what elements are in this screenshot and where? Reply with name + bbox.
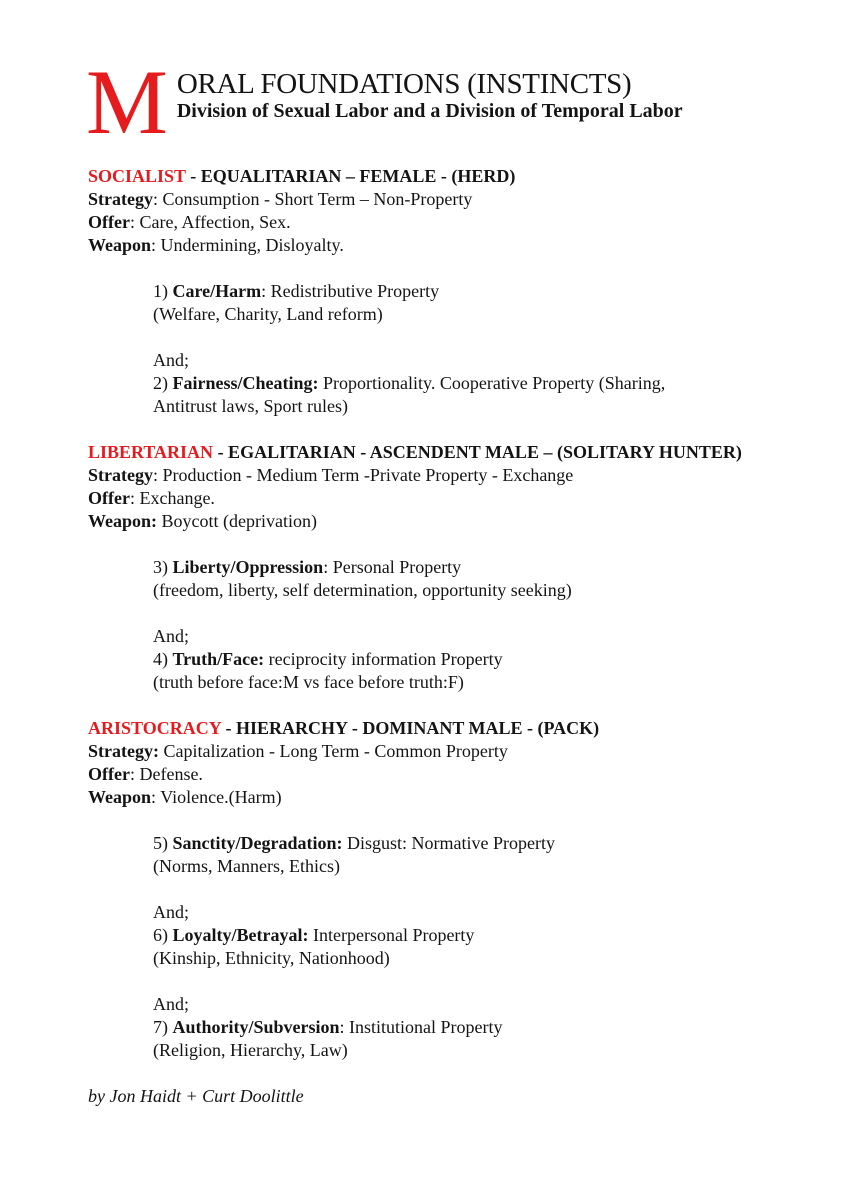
text-segment: : Care, Affection, Sex. [129, 212, 291, 232]
text-segment: Strategy: [88, 741, 159, 761]
body-lines [88, 165, 808, 1085]
text-segment: - EGALITARIAN - ASCENDENT MALE – (SOLITARY HUNTER) [213, 442, 742, 462]
item-line [88, 372, 808, 395]
text-segment: And; [153, 994, 189, 1014]
text-segment: Interpersonal Property [308, 925, 475, 945]
text-segment: Care/Harm [172, 281, 262, 301]
text-segment: Truth/Face: [172, 649, 265, 669]
item-line [88, 832, 808, 855]
and-line [88, 625, 808, 648]
text-segment: 1) [153, 281, 173, 301]
blank-line [88, 602, 808, 625]
text-segment: 6) [153, 925, 173, 945]
page-subtitle: Division of Sexual Labor and a Division of Temporal Labor [176, 100, 683, 122]
and-line [88, 349, 808, 372]
text-segment: Proportionality. Cooperative Property (Sharing, [318, 373, 666, 393]
text-segment: Weapon: [88, 511, 158, 531]
text-segment: And; [153, 626, 189, 646]
title-block [177, 69, 683, 148]
text-segment: 2) [153, 373, 173, 393]
text-segment: Capitalization - Long Term - Common Property [158, 741, 508, 761]
strategy-line [88, 464, 808, 487]
item-line [88, 648, 808, 671]
text-segment: Liberty/Oppression [172, 557, 324, 577]
weapon-line [88, 786, 808, 809]
byline: by Jon Haidt + Curt Doolittle [88, 1086, 304, 1106]
text-segment: : Undermining, Disloyalty. [151, 235, 344, 255]
item-line [88, 280, 808, 303]
text-segment: LIBERTARIAN [88, 442, 214, 462]
blank-line [88, 1062, 808, 1085]
text-segment: : Consumption - Short Term – Non-Property [152, 189, 473, 209]
text-segment: : Violence.(Harm) [151, 787, 282, 807]
weapon-line [88, 234, 808, 257]
page-title: ORAL FOUNDATIONS (INSTINCTS) [176, 68, 632, 100]
text-segment: Offer [88, 212, 130, 232]
paren-line [88, 1039, 808, 1062]
text-segment: Weapon [88, 787, 152, 807]
text-segment: (Welfare, Charity, Land reform) [153, 304, 383, 324]
dropcap-m: M [86, 51, 168, 153]
text-segment: : Production - Medium Term -Private Property - Exchange [152, 465, 574, 485]
text-segment: (freedom, liberty, self determination, opportunity seeking) [153, 580, 572, 600]
text-segment: : Redistributive Property [261, 281, 440, 301]
blank-line [88, 970, 808, 993]
text-segment: Offer [88, 488, 130, 508]
item-continuation-line [88, 395, 808, 418]
offer-line [88, 211, 808, 234]
section-heading-socialist [88, 165, 808, 188]
text-segment: (Kinship, Ethnicity, Nationhood) [153, 948, 390, 968]
text-segment: Sanctity/Degradation: [172, 833, 343, 853]
item-line [88, 924, 808, 947]
text-segment: Strategy [88, 465, 153, 485]
text-segment: (truth before face:M vs face before truth:F) [153, 672, 464, 692]
blank-line [88, 533, 808, 556]
blank-line [88, 809, 808, 832]
text-segment: - HIERARCHY - DOMINANT MALE - (PACK) [221, 718, 600, 738]
blank-line [88, 878, 808, 901]
text-segment: Offer [88, 764, 130, 784]
paren-line [88, 671, 808, 694]
blank-line [88, 326, 808, 349]
text-segment: Disgust: Normative Property [342, 833, 555, 853]
text-segment: And; [153, 350, 189, 370]
weapon-line [88, 510, 808, 533]
text-segment: Fairness/Cheating: [172, 373, 319, 393]
text-segment: Authority/Subversion [172, 1017, 340, 1037]
text-segment: : Defense. [129, 764, 203, 784]
text-segment: - EQUALITARIAN – FEMALE - (HERD) [185, 166, 516, 186]
paren-line [88, 579, 808, 602]
text-segment: Antitrust laws, Sport rules) [153, 396, 348, 416]
document-header [86, 51, 683, 153]
text-segment: 3) [153, 557, 173, 577]
item-line [88, 1016, 808, 1039]
text-segment: 5) [153, 833, 173, 853]
strategy-line [88, 740, 808, 763]
text-segment: : Personal Property [323, 557, 462, 577]
text-segment: Boycott (deprivation) [157, 511, 317, 531]
offer-line [88, 763, 808, 786]
section-heading-libertarian [88, 441, 808, 464]
paren-line [88, 303, 808, 326]
text-segment: (Norms, Manners, Ethics) [153, 856, 340, 876]
text-segment: reciprocity information Property [264, 649, 503, 669]
text-segment: Strategy [88, 189, 153, 209]
and-line [88, 901, 808, 924]
paren-line [88, 947, 808, 970]
blank-line [88, 694, 808, 717]
blank-line [88, 418, 808, 441]
offer-line [88, 487, 808, 510]
text-segment: Weapon [88, 235, 152, 255]
text-segment: : Institutional Property [339, 1017, 503, 1037]
blank-line [88, 257, 808, 280]
text-segment: : Exchange. [129, 488, 215, 508]
paren-line [88, 855, 808, 878]
text-segment: SOCIALIST [88, 166, 186, 186]
text-segment: 7) [153, 1017, 173, 1037]
text-segment: (Religion, Hierarchy, Law) [153, 1040, 348, 1060]
text-segment: Loyalty/Betrayal: [172, 925, 309, 945]
document-body [88, 165, 808, 1108]
strategy-line [88, 188, 808, 211]
item-line [88, 556, 808, 579]
and-line [88, 993, 808, 1016]
section-heading-aristocracy [88, 717, 808, 740]
text-segment: And; [153, 902, 189, 922]
text-segment: ARISTOCRACY [88, 718, 222, 738]
text-segment: 4) [153, 649, 173, 669]
